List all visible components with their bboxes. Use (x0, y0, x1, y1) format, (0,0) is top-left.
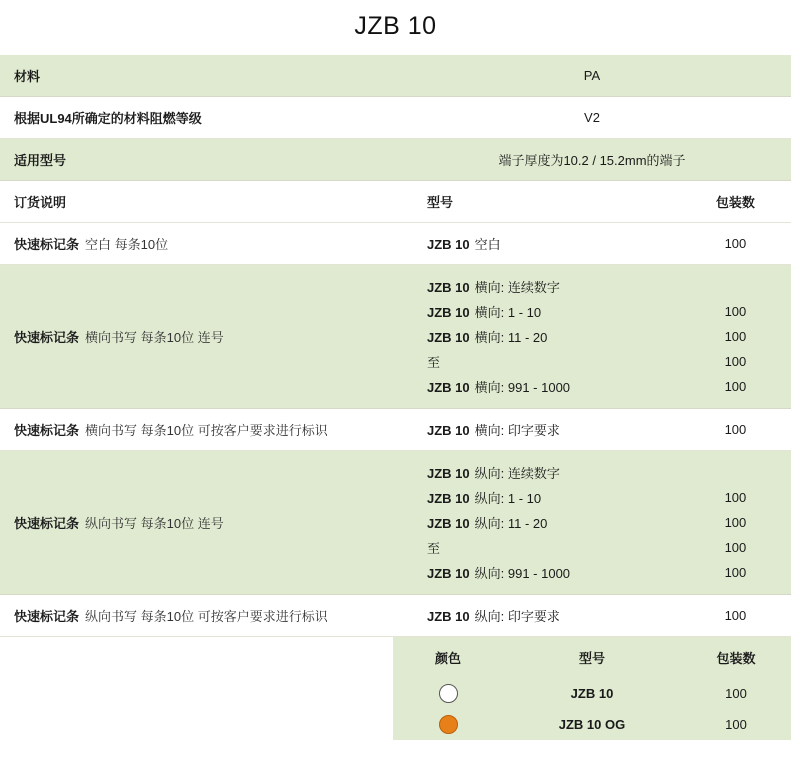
blank-model-cell (393, 223, 791, 265)
list-item (393, 231, 791, 256)
applicable-value: 端子厚度为10.2 / 15.2mm的端子 (498, 153, 686, 168)
table-row (393, 709, 791, 740)
applicable-label-cell (0, 139, 393, 181)
vserial-model-3 (393, 535, 680, 560)
hcustom-note: 横向书写 每条10位 可按客户要求进行标识 (85, 423, 328, 438)
material-value: PA (583, 68, 601, 83)
hcustom-label-wrap (0, 409, 393, 450)
vcustom-subtable (393, 603, 791, 628)
list-item (393, 299, 791, 324)
hcustom-model (393, 417, 680, 442)
list-item (393, 349, 791, 374)
header-color-model: 型号 (578, 651, 605, 666)
vserial-qty-3: 100 (724, 540, 747, 555)
hserial-model-rest-0: 横向: 连续数字 (474, 280, 560, 295)
vserial-qty-1: 100 (724, 490, 747, 505)
vserial-model-rest-1: 纵向: 1 - 10 (474, 491, 542, 506)
table-row-vertical-custom (0, 595, 791, 637)
list-item (393, 535, 791, 560)
vserial-label-wrap (0, 502, 393, 543)
blank-label-cell (0, 223, 393, 265)
hserial-label-wrap (0, 316, 393, 357)
vcustom-model-cell (393, 595, 791, 637)
white-circle-icon (439, 684, 458, 703)
blank-model (393, 231, 680, 256)
color-swatch-cell-1 (393, 709, 503, 740)
vserial-list-cell (393, 451, 791, 595)
vcustom-model-bold: JZB 10 (427, 609, 470, 624)
table-row-horizontal-serial (0, 265, 791, 409)
table-row-colors (0, 678, 791, 740)
material-label: 材料 (14, 69, 41, 84)
hserial-model-0 (393, 274, 680, 299)
table-row-applicable (0, 139, 791, 181)
vserial-model-bold-0: JZB 10 (427, 466, 470, 481)
vserial-qty-4: 100 (724, 565, 747, 580)
list-item (393, 485, 791, 510)
vserial-model-bold-1: JZB 10 (427, 491, 470, 506)
color-rows-cell (393, 678, 791, 740)
hserial-model-rest-4: 横向: 991 - 1000 (474, 380, 571, 395)
hserial-model-rest-3: 至 (427, 355, 441, 370)
list-item (393, 603, 791, 628)
blank-subtable (393, 231, 791, 256)
vserial-note: 纵向书写 每条10位 连号 (85, 516, 224, 531)
color-model-0: JZB 10 (570, 686, 614, 701)
vserial-model-0 (393, 460, 680, 485)
hserial-model-rest-1: 横向: 1 - 10 (474, 305, 542, 320)
blank-label: 快速标记条 (14, 237, 80, 252)
table-row-order-info-header (0, 181, 791, 223)
vserial-qty-0 (680, 460, 791, 485)
hserial-label: 快速标记条 (14, 330, 80, 345)
material-label-cell (0, 55, 393, 97)
order-info-label: 订货说明 (14, 195, 67, 210)
table-row-horizontal-custom (0, 409, 791, 451)
hserial-qty-1: 100 (724, 304, 747, 319)
blank-note: 空白 每条10位 (85, 237, 169, 252)
header-color: 颜色 (434, 651, 461, 666)
list-item (393, 417, 791, 442)
order-header-subtable (393, 181, 791, 222)
orange-circle-icon (439, 715, 458, 734)
table-row-flame-rating (0, 97, 791, 139)
hserial-model-bold-1: JZB 10 (427, 305, 470, 320)
hserial-list-cell (393, 265, 791, 409)
list-item (393, 274, 791, 299)
list-item (393, 324, 791, 349)
vserial-model-bold-4: JZB 10 (427, 566, 470, 581)
hcustom-qty: 100 (724, 422, 747, 437)
flame-value-cell (393, 97, 791, 139)
hserial-model-2 (393, 324, 680, 349)
vcustom-model-rest: 纵向: 印字要求 (474, 609, 560, 624)
vserial-label: 快速标记条 (14, 516, 80, 531)
color-qty-1: 100 (725, 717, 747, 732)
blank-model-rest: 空白 (474, 237, 501, 252)
vserial-model-1 (393, 485, 680, 510)
hcustom-model-cell (393, 409, 791, 451)
hserial-model-bold-2: JZB 10 (427, 330, 470, 345)
order-info-header-cell (393, 181, 791, 223)
vserial-subtable (393, 460, 791, 585)
vserial-model-rest-0: 纵向: 连续数字 (474, 466, 560, 481)
material-value-cell (393, 55, 791, 97)
flame-label-cell (0, 97, 393, 139)
applicable-value-cell (393, 139, 791, 181)
blank-model-bold: JZB 10 (427, 237, 470, 252)
vcustom-model (393, 603, 680, 628)
hcustom-subtable (393, 417, 791, 442)
hserial-qty-0 (680, 274, 791, 299)
hserial-model-3 (393, 349, 680, 374)
vcustom-qty: 100 (724, 608, 747, 623)
vserial-qty-2: 100 (724, 515, 747, 530)
color-header-left-spacer (0, 637, 393, 679)
table-row-vertical-serial (0, 451, 791, 595)
hserial-model-1 (393, 299, 680, 324)
table-row-material (0, 55, 791, 97)
vserial-label-cell (0, 451, 393, 595)
table-row (393, 678, 791, 709)
color-model-1: JZB 10 OG (558, 717, 626, 732)
hcustom-model-bold: JZB 10 (427, 423, 470, 438)
hserial-label-cell (0, 265, 393, 409)
vcustom-label-cell (0, 595, 393, 637)
color-rows-left-spacer (0, 678, 393, 740)
table-row-color-header (0, 637, 791, 679)
vserial-model-rest-3: 至 (427, 541, 441, 556)
hserial-qty-2: 100 (724, 329, 747, 344)
color-swatch-cell-0 (393, 678, 503, 709)
vserial-model-rest-2: 纵向: 11 - 20 (474, 516, 548, 531)
vserial-model-bold-2: JZB 10 (427, 516, 470, 531)
order-info-label-cell (0, 181, 393, 223)
list-item (393, 374, 791, 399)
hcustom-label: 快速标记条 (14, 423, 80, 438)
color-header-subtable (393, 637, 791, 678)
flame-label: 根据UL94所确定的材料阻燃等级 (14, 111, 202, 126)
header-color-qty: 包装数 (716, 651, 756, 666)
hserial-model-rest-2: 横向: 11 - 20 (474, 330, 548, 345)
vserial-model-rest-4: 纵向: 991 - 1000 (474, 566, 571, 581)
hserial-model-bold-4: JZB 10 (427, 380, 470, 395)
blank-label-wrap (0, 223, 393, 264)
hserial-note: 横向书写 每条10位 连号 (85, 330, 224, 345)
list-item (393, 560, 791, 585)
header-qty: 包装数 (715, 195, 755, 210)
vserial-model-4 (393, 560, 680, 585)
list-item (393, 510, 791, 535)
vcustom-label-wrap (0, 595, 393, 636)
applicable-label: 适用型号 (14, 153, 67, 168)
hcustom-label-cell (0, 409, 393, 451)
color-qty-0: 100 (725, 686, 747, 701)
table-row-blank (0, 223, 791, 265)
header-model: 型号 (427, 195, 454, 210)
hserial-model-bold-0: JZB 10 (427, 280, 470, 295)
spec-table (0, 55, 791, 740)
list-item (393, 460, 791, 485)
hserial-model-4 (393, 374, 680, 399)
vcustom-note: 纵向书写 每条10位 可按客户要求进行标识 (85, 609, 328, 624)
color-header-cell (393, 637, 791, 679)
page-title: JZB 10 (354, 12, 437, 40)
hcustom-model-rest: 横向: 印字要求 (474, 423, 560, 438)
blank-qty: 100 (724, 236, 747, 251)
hserial-qty-3: 100 (724, 354, 747, 369)
hserial-subtable (393, 274, 791, 399)
color-subtable (393, 678, 791, 740)
flame-value: V2 (584, 110, 600, 125)
hserial-qty-4: 100 (724, 379, 747, 394)
vcustom-label: 快速标记条 (14, 609, 80, 624)
vserial-model-2 (393, 510, 680, 535)
